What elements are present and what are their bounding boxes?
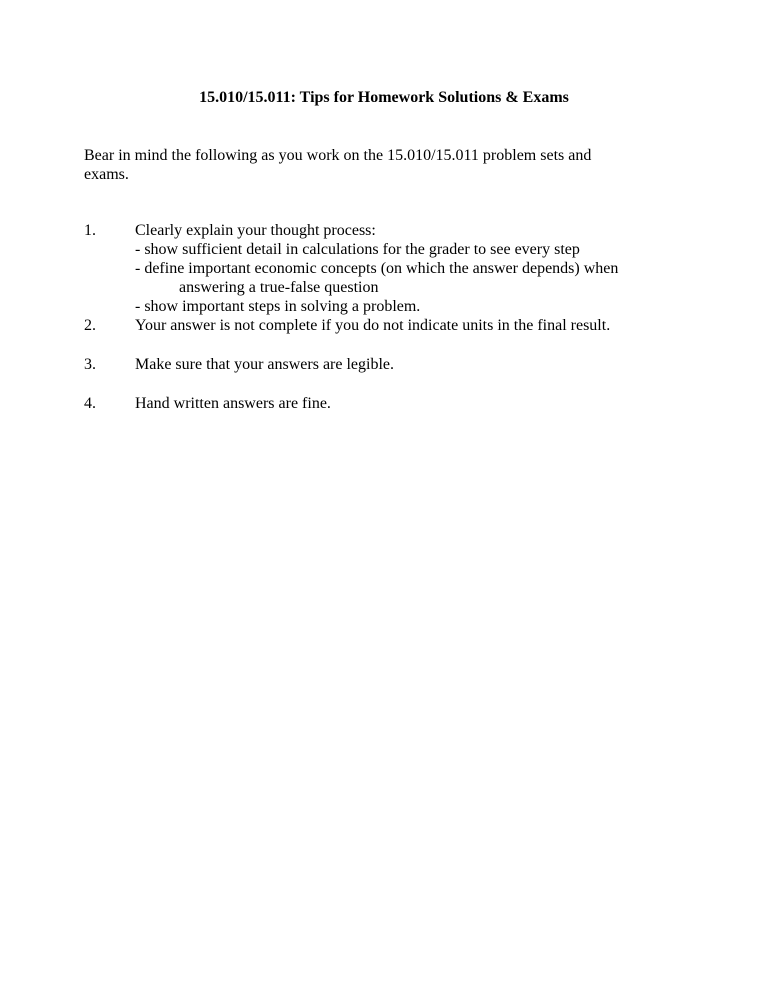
list-item-line: Your answer is not complete if you do not indicate units in the final result. bbox=[135, 317, 611, 334]
list-item-number: 4. bbox=[84, 395, 96, 412]
list-item-body bbox=[135, 355, 715, 374]
intro-line: Bear in mind the following as you work on the 15.010/15.011 problem sets and bbox=[84, 147, 592, 164]
list-item-line: Hand written answers are fine. bbox=[135, 395, 331, 412]
list-item-line: - define important economic concepts (on which the answer depends) when bbox=[135, 260, 619, 277]
intro-paragraph bbox=[84, 146, 694, 184]
document-title: 15.010/15.011: Tips for Homework Solutions & Exams bbox=[199, 89, 569, 106]
list-item-line: Clearly explain your thought process: bbox=[135, 222, 376, 239]
list-item-body bbox=[135, 221, 715, 316]
list-item-body bbox=[135, 316, 715, 335]
list-item-number: 3. bbox=[84, 356, 96, 373]
list-item-body bbox=[135, 394, 715, 413]
list-item-number: 1. bbox=[84, 222, 96, 239]
list-item-line: - show sufficient detail in calculations for the grader to see every step bbox=[135, 241, 580, 258]
list-item-number: 2. bbox=[84, 317, 96, 334]
intro-line: exams. bbox=[84, 166, 129, 183]
list-item-line: answering a true-false question bbox=[179, 279, 379, 296]
list-item-line: Make sure that your answers are legible. bbox=[135, 356, 395, 373]
list-item-line: - show important steps in solving a problem. bbox=[135, 298, 421, 315]
